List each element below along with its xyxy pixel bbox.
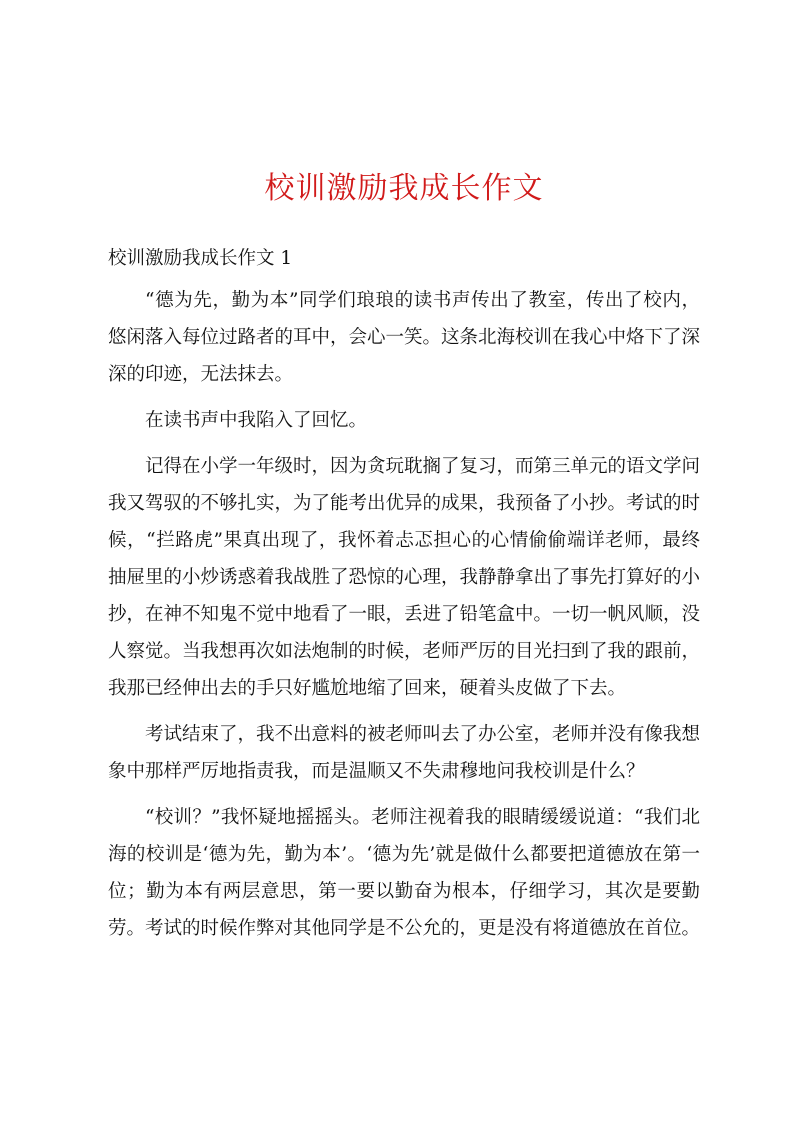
paragraph-5: “校训？”我怀疑地摇摇头。老师注视着我的眼睛缓缓说道：“我们北海的校训是‘德为先，勤为本’。‘德为先’就是做什么都要把道德放在第一位；勤为本有两层意思，第一要以勤奋为根本，仔细学习，其次是要勤劳。考试的时候作弊对其他同学是不公允的，更是没有将道德放在首位。 [108,807,701,939]
essay-subtitle: 校训激励我成长作文 1 [108,248,293,269]
paragraph-1: “德为先，勤为本”同学们琅琅的读书声传出了教室，传出了校内，悠闲落入每位过路者的耳中，会心一笑。这条北海校训在我心中烙下了深深的印迹，无法抹去。 [108,290,701,385]
essay-body [108,282,700,956]
document-page [108,0,700,1132]
document-title: 校训激励我成长作文 [264,171,544,206]
paragraph-2: 在读书声中我陷入了回忆。 [145,410,368,431]
paragraph-3: 记得在小学一年级时，因为贪玩耽搁了复习，而第三单元的语文学问我又驾驭的不够扎实，为了能考出优异的成果，我预备了小抄。考试的时候，“拦路虎”果真出现了，我怀着忐忑担心的心情偷偷端详老师，最终抽屉里的小炒诱惑着我战胜了恐惊的心理，我静静拿出了事先打算好的小抄，在神不知鬼不觉中地看了一眼，丢进了铅笔盒中。一切一帆风顺，没人察觉。当我想再次如法炮制的时候，老师严厉的目光扫到了我的跟前，我那已经伸出去的手只好尴尬地缩了回来，硬着头皮做了下去。 [108,456,701,699]
paragraph-4: 考试结束了，我不出意料的被老师叫去了办公室，老师并没有像我想象中那样严厉地指责我，而是温顺又不失肃穆地问我校训是什么？ [108,724,701,782]
